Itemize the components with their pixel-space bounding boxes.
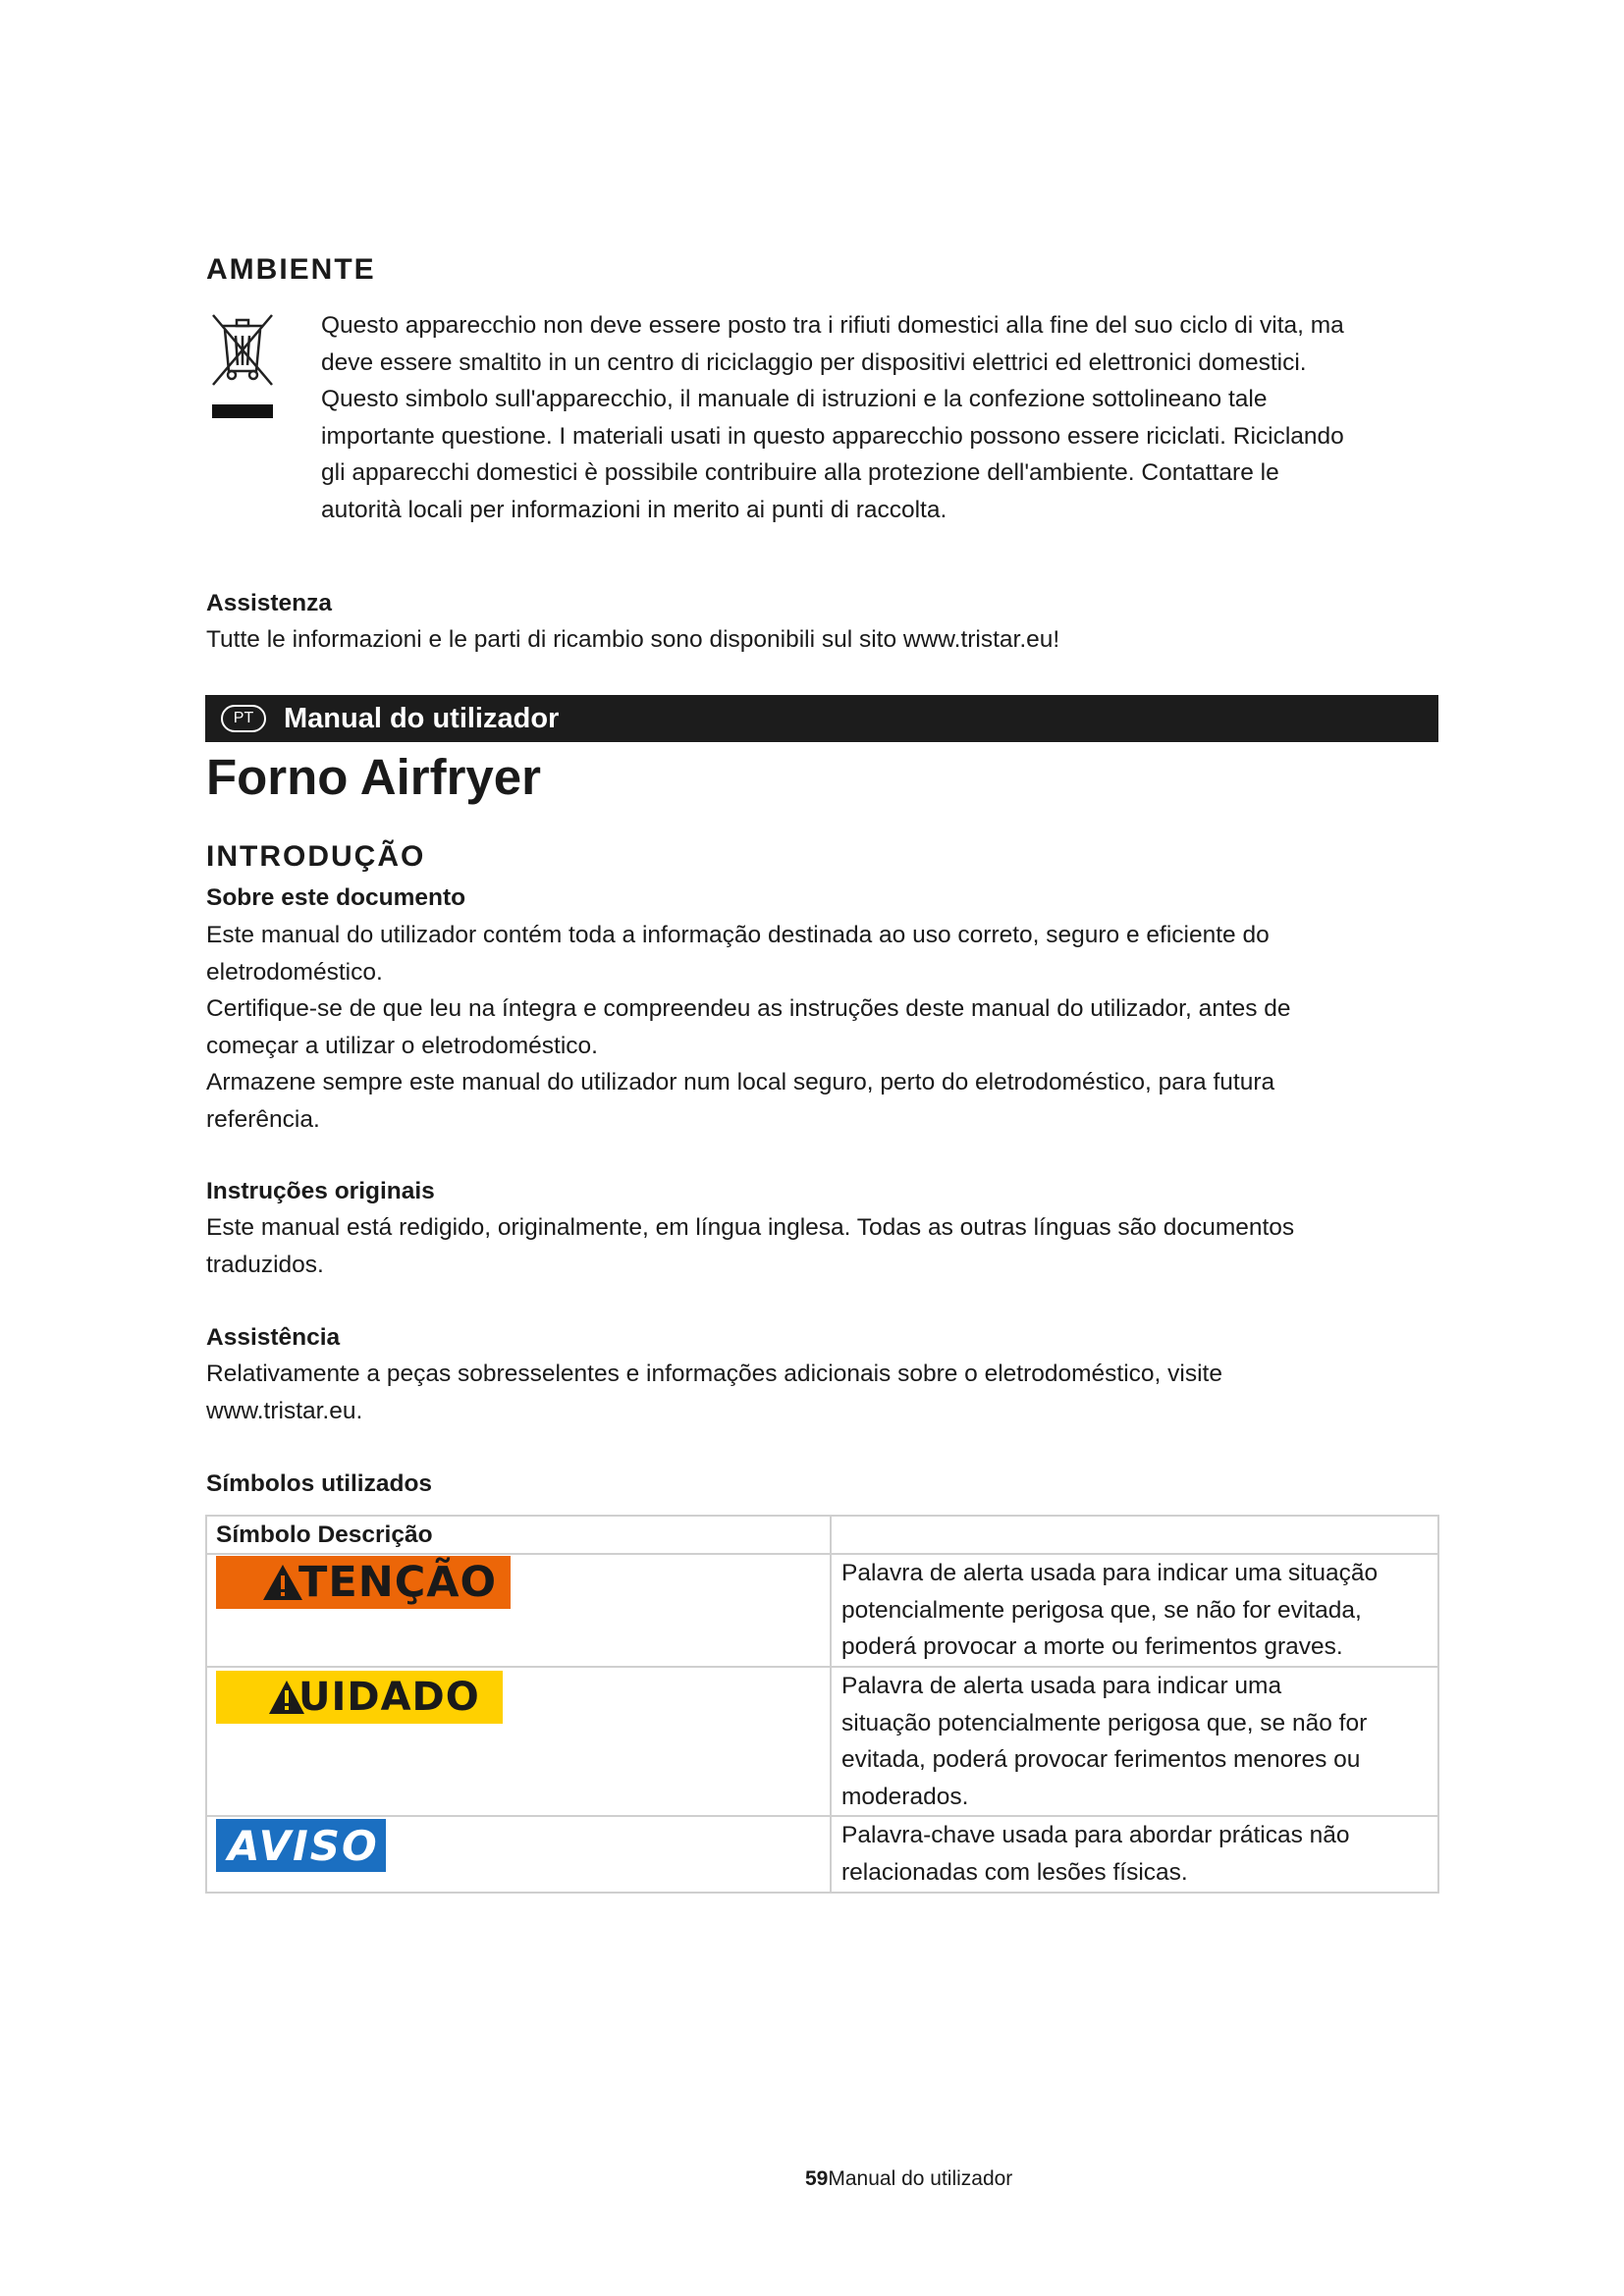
subheading-assistencia: Assistência [206, 1324, 341, 1351]
environment-paragraph [321, 307, 1440, 528]
subheading-about: Sobre este documento [206, 884, 466, 911]
section-heading-ambiente: AMBIENTE [206, 253, 376, 286]
text-line: evitada, poderá provocar ferimentos menores ou [841, 1746, 1361, 1773]
assistenza-block [206, 589, 1059, 659]
page-footer [805, 2167, 1012, 2191]
text-line: Este manual do utilizador contém toda a informação destinada ao uso correto, seguro e eficiente do [206, 922, 1270, 948]
language-badge-icon: PT [221, 705, 266, 732]
footer-label: Manual do utilizador [828, 2167, 1013, 2190]
symbols-table [205, 1515, 1439, 1894]
text-line: Palavra de alerta usada para indicar uma situação [841, 1560, 1379, 1586]
original-instructions-block [206, 1177, 1434, 1283]
weee-crossed-bin-icon [210, 312, 275, 422]
text-line: Este manual está redigido, originalmente, em língua inglesa. Todas as outras línguas são documentos [206, 1214, 1295, 1241]
symbol-cell [206, 1667, 831, 1816]
text-line: Questo apparecchio non deve essere posto tra i rifiuti domestici alla fine del suo ciclo di vita, ma [321, 312, 1344, 339]
page-number: 59 [805, 2167, 829, 2190]
table-row [206, 1816, 1438, 1893]
text-line: Certifique-se de que leu na íntegra e compreendeu as instruções deste manual do utilizador, antes de [206, 995, 1291, 1022]
signal-word: TENÇÃO [298, 1558, 498, 1607]
description-cell [831, 1554, 1438, 1667]
description-cell [831, 1816, 1438, 1893]
product-title: Forno Airfryer [206, 749, 541, 805]
text-line: autorità locali per informazioni in merito ai punti di raccolta. [321, 496, 947, 523]
caution-signal-label [216, 1671, 503, 1724]
language-section-bar [205, 695, 1438, 742]
warning-signal-label [216, 1556, 511, 1609]
text-line: relacionadas com lesões físicas. [841, 1858, 1188, 1886]
text-line: Questo simbolo sull'apparecchio, il manuale di istruzioni e la confezione sottolineano tale [321, 386, 1268, 412]
text-line: Palavra de alerta usada para indicar uma [841, 1673, 1282, 1699]
text-line: Armazene sempre este manual do utilizador num local seguro, perto do eletrodoméstico, para futura [206, 1069, 1275, 1095]
text-line: Relativamente a peças sobresselentes e informações adicionais sobre o eletrodoméstico, visite [206, 1361, 1222, 1387]
text-line: deve essere smaltito in un centro di riciclaggio per dispositivi elettrici ed elettronici domestici. [321, 348, 1307, 376]
text-line: importante questione. I materiali usati in questo apparecchio possono essere riciclati. Riciclando [321, 422, 1344, 450]
text-line: situação potencialmente perigosa que, se não for [841, 1709, 1368, 1736]
subheading-original-instructions: Instruções originais [206, 1178, 435, 1204]
description-cell [831, 1667, 1438, 1816]
text-line: gli apparecchi domestici è possibile contribuire alla protezione dell'ambiente. Contattare le [321, 459, 1279, 486]
symbol-cell [206, 1554, 831, 1667]
table-header-cell-empty [831, 1516, 1438, 1554]
text-line: começar a utilizar o eletrodoméstico. [206, 1032, 598, 1059]
section-bar-title: Manual do utilizador [284, 702, 560, 734]
section-heading-introducao: INTRODUÇÃO [206, 840, 426, 873]
text-line: Tutte le informazioni e le parti di ricambio sono disponibili sul sito www.tristar.eu! [206, 626, 1060, 653]
table-row [206, 1667, 1438, 1816]
signal-word: UIDADO [298, 1675, 480, 1720]
text-line: poderá provocar a morte ou ferimentos graves. [841, 1633, 1343, 1660]
text-line: Palavra-chave usada para abordar práticas não [841, 1822, 1350, 1848]
text-line: referência. [206, 1105, 320, 1133]
text-line: eletrodoméstico. [206, 958, 383, 986]
subheading-symbols: Símbolos utilizados [206, 1470, 433, 1497]
assistencia-block [206, 1323, 1434, 1429]
subheading-assistenza: Assistenza [206, 590, 333, 616]
table-row [206, 1554, 1438, 1667]
text-line: potencialmente perigosa que, se não for evitada, [841, 1596, 1362, 1624]
signal-word: AVISO [228, 1821, 379, 1870]
table-header-row [206, 1516, 1438, 1554]
table-header-cell: Símbolo Descrição [206, 1516, 831, 1554]
symbol-cell [206, 1816, 831, 1893]
about-document-block [206, 883, 1434, 1138]
text-line: moderados. [841, 1783, 969, 1810]
text-line: www.tristar.eu. [206, 1397, 363, 1424]
text-line: traduzidos. [206, 1251, 324, 1278]
notice-signal-label [216, 1819, 386, 1872]
